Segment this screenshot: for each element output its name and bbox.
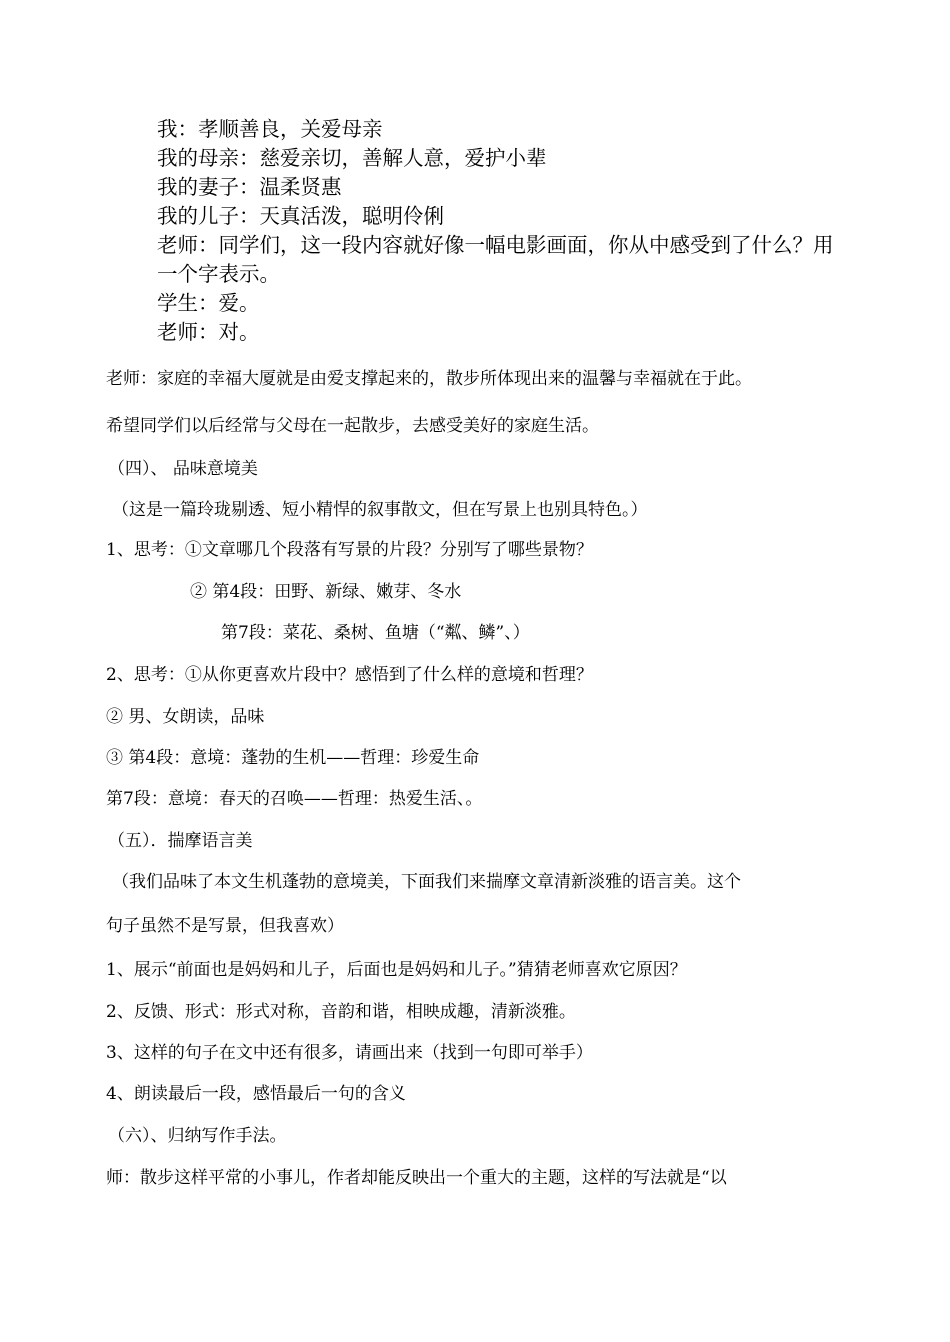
list-item: 第7段：菜花、桑树、鱼塘（“粼、鳞”、）: [221, 623, 530, 643]
list-item: ③ 第4段：意境：蓬勃的生机——哲理：珍爱生命: [106, 748, 480, 768]
list-item: 2、思考：①从你更喜欢片段中？感悟到了什么样的意境和哲理？: [106, 665, 593, 685]
body-paragraph: 句子虽然不是写景，但我喜欢）: [106, 916, 344, 936]
dialogue-line-teacher-question: 老师：同学们，这一段内容就好像一幅电影画面，你从中感受到了什么？用: [157, 233, 834, 257]
list-item: 1、展示“前面也是妈妈和儿子，后面也是妈妈和儿子。”猜猜老师喜欢它原因？: [106, 960, 687, 980]
body-paragraph: 师：散步这样平常的小事儿，作者却能反映出一个重大的主题，这样的写法就是“以: [106, 1168, 727, 1188]
list-item: 3、这样的句子在文中还有很多，请画出来（找到一句即可举手）: [106, 1043, 593, 1063]
dialogue-line-teacher-question-cont: 一个字表示。: [157, 262, 280, 286]
list-item: 第7段：意境：春天的召唤——哲理：热爱生活、。: [106, 789, 483, 809]
body-paragraph: （这是一篇玲珑剔透、短小精悍的叙事散文，但在写景上也别具特色。）: [112, 500, 648, 520]
body-paragraph: 希望同学们以后经常与父母在一起散步，去感受美好的家庭生活。: [106, 416, 599, 436]
dialogue-line-mother: 我的母亲：慈爱亲切，善解人意，爱护小辈: [157, 146, 547, 170]
dialogue-line-student: 学生：爱。: [157, 291, 260, 315]
list-item: 1、思考：①文章哪几个段落有写景的片段？分别写了哪些景物？: [106, 540, 593, 560]
dialogue-line-son: 我的儿子：天真活泼，聪明伶俐: [157, 204, 444, 228]
list-item: ② 第4段：田野、新绿、嫩芽、冬水: [190, 582, 462, 602]
section-heading-4: （四）、 品味意境美: [108, 459, 258, 479]
dialogue-line-wife: 我的妻子：温柔贤惠: [157, 175, 342, 199]
list-item: 2、反馈、形式：形式对称，音韵和谐，相映成趣，清新淡雅。: [106, 1002, 576, 1022]
body-paragraph: （我们品味了本文生机蓬勃的意境美，下面我们来揣摩文章清新淡雅的语言美。这个: [112, 872, 741, 892]
list-item: 4、朗读最后一段，感悟最后一句的含义: [106, 1084, 406, 1104]
section-heading-6: （六）、归纳写作手法。: [108, 1126, 287, 1146]
section-heading-5: （五）．揣摩语言美: [108, 831, 253, 851]
dialogue-line-me: 我：孝顺善良，关爱母亲: [157, 117, 383, 141]
body-paragraph: 老师：家庭的幸福大厦就是由爱支撑起来的，散步所体现出来的温馨与幸福就在于此。: [106, 369, 752, 389]
list-item: ② 男、女朗读，品味: [106, 707, 265, 727]
dialogue-line-teacher-answer: 老师：对。: [157, 320, 260, 344]
